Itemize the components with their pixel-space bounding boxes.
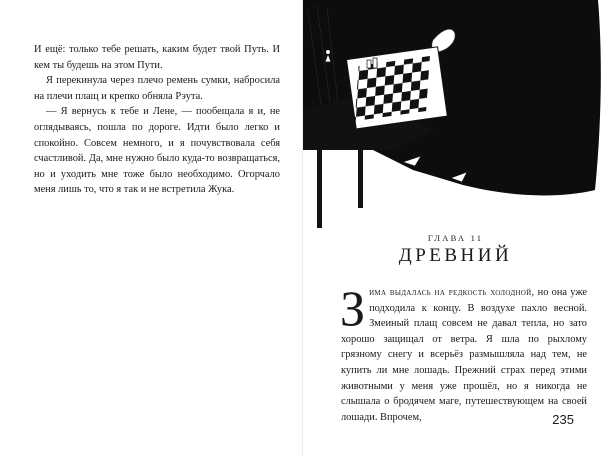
drop-cap: З <box>340 280 366 336</box>
paragraph: Я перекинула через плечо ремень сумки, набросила на плечи плащ и крепко обняла Рэута. <box>34 75 280 102</box>
chapter-title: ДРЕВНИЙ <box>398 245 513 266</box>
page-number: 235 <box>552 412 574 427</box>
paragraph: И ещё: только тебе решать, каким будет твой Путь. И кем ты будешь на этом Пути. <box>34 44 280 71</box>
paragraph: — Я вернусь к тебе и Лене, — пообещала я и, не оглядываясь, пошла по дороге. Идти было легко и спокойно. Совсем немного, и я почувствовала себя счастливой. Да, мне нужно было куда-то возвращаться, но и уходить мне тоже было необходимо. Огорчало меня лишь то, что я так и не встретила Жука. <box>34 106 280 196</box>
opening-paragraph <box>340 280 587 425</box>
opening-smallcaps: има выдалась на редкость холодной, <box>369 287 535 298</box>
chess-table-illustration <box>303 0 608 230</box>
left-page-text <box>34 42 280 198</box>
chapter-label: ГЛАВА 11 <box>427 233 484 243</box>
body-text: но она уже подходила к концу. В воздухе пахло весной. Змеиный плащ совсем не давал тепла, но зато хорошо защищал от ветра. Я шла по рыхлому грязному снегу и всерьёз размышляла над тем, не купить ли мне лошадь. Прежний страх перед этими животными у меня уже прошёл, но я никогда не слышала о бродячем маге, путешествующем на своей лошади. Впрочем, <box>341 287 587 423</box>
right-page-text <box>340 280 587 425</box>
